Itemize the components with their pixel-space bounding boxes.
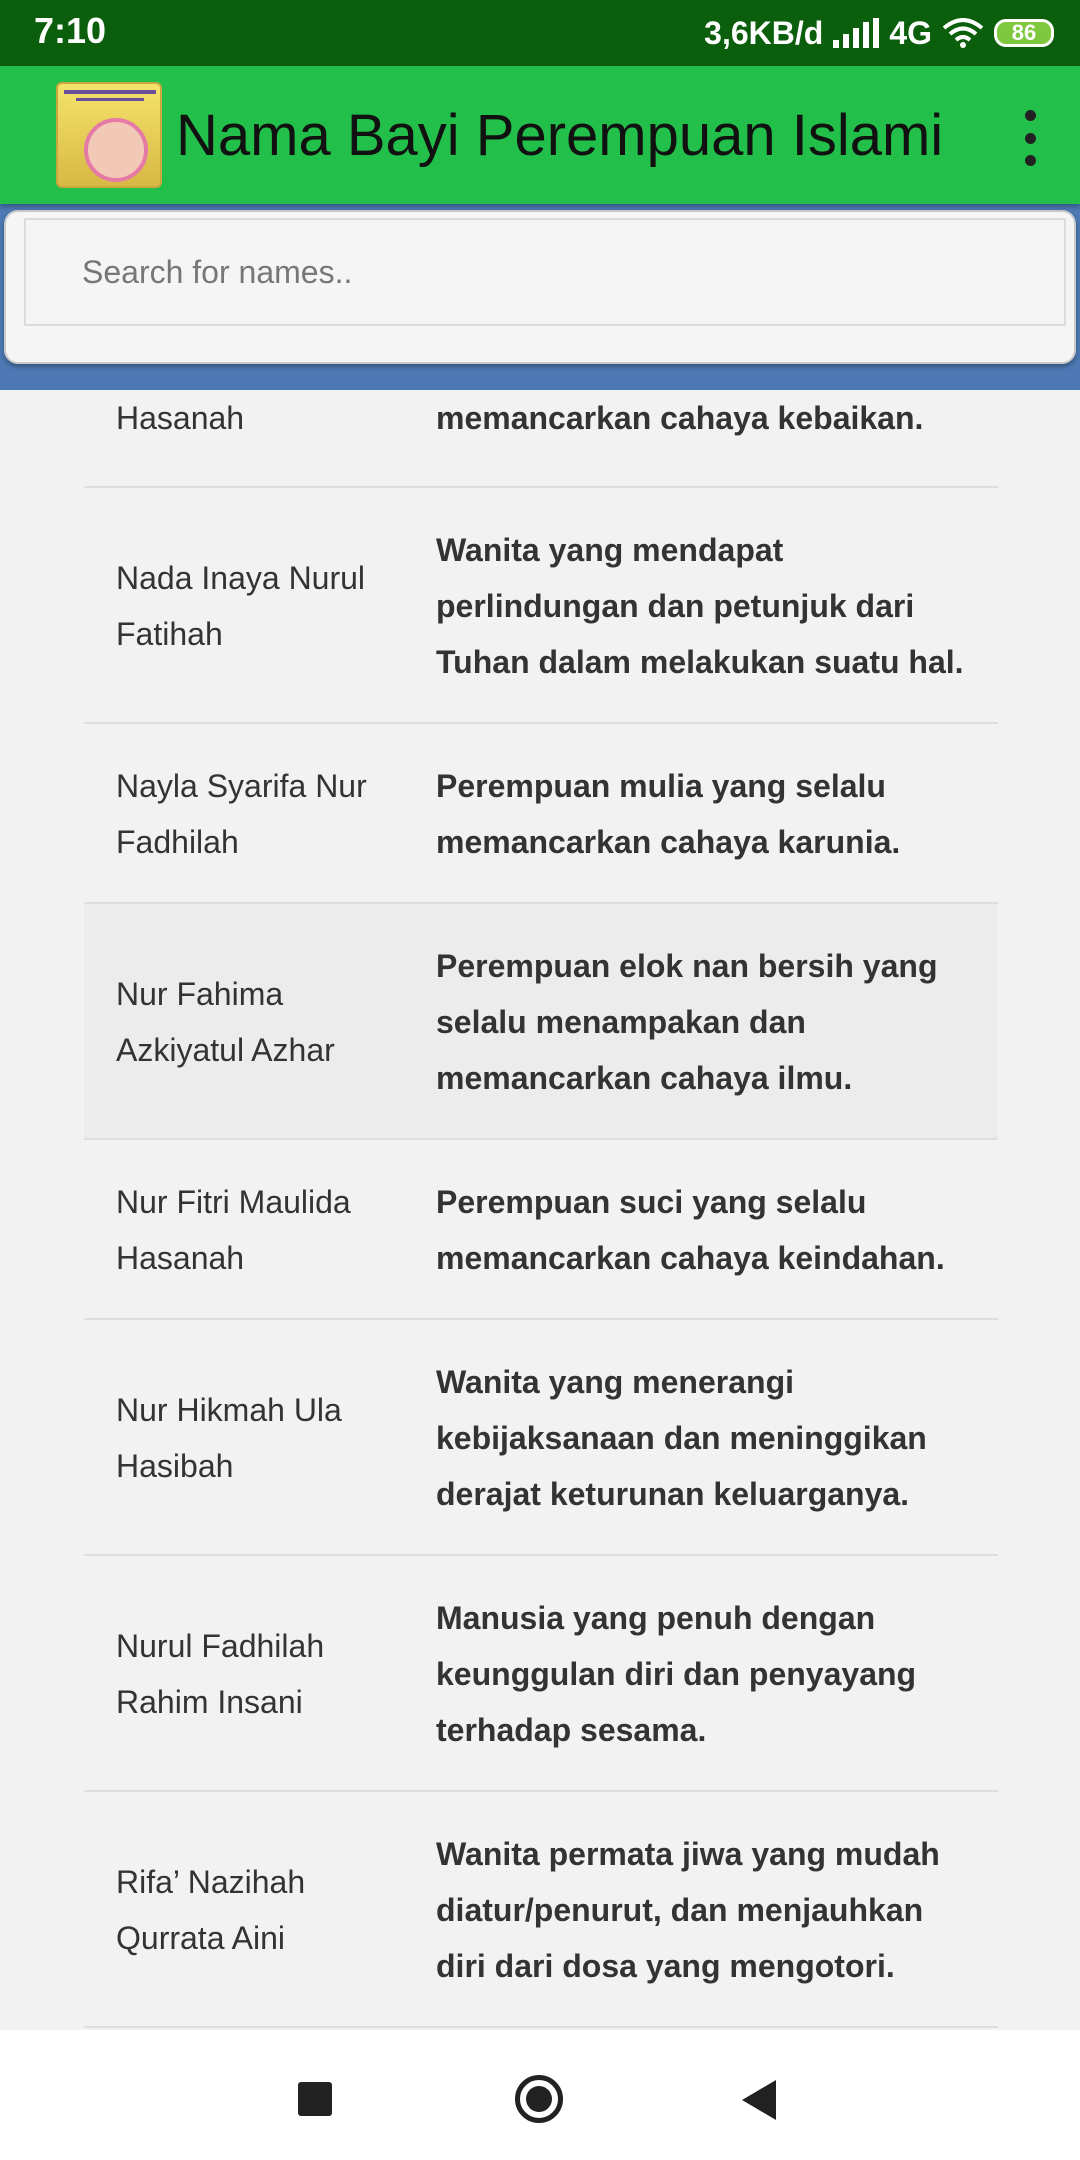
search-input[interactable] — [24, 218, 1066, 326]
table-row[interactable] — [84, 488, 998, 724]
table-row[interactable] — [84, 904, 998, 1140]
signal-icon — [833, 18, 879, 48]
meaning-cell: Perempuan mulia yang selalu memancarkan cahaya karunia. — [436, 768, 901, 860]
name-cell: Nur Fahima Azkiyatul Azhar — [116, 976, 335, 1068]
meaning-cell: Manusia yang penuh dengan keunggulan diri dan penyayang terhadap sesama. — [436, 1600, 917, 1748]
meaning-cell: Perempuan suci yang selalu memancarkan cahaya keindahan. — [436, 1184, 945, 1276]
name-cell: Rifa’ Nazihah Qurrata Aini — [116, 1864, 306, 1956]
names-table[interactable] — [84, 390, 998, 2030]
name-cell: Nada Inaya Nurul Fatihah — [116, 560, 366, 652]
table-row[interactable] — [84, 1792, 998, 2028]
name-cell: Nurul Fadhilah Rahim Insani — [116, 1628, 325, 1720]
more-vert-icon[interactable] — [1010, 110, 1050, 166]
meaning-cell: Wanita yang mendapat perlindungan dan petunjuk dari Tuhan dalam melakukan suatu hal. — [436, 532, 964, 680]
search-card — [4, 210, 1076, 364]
name-cell: Hasanah — [116, 400, 245, 436]
network-type: 4G — [889, 14, 932, 51]
app-title: Nama Bayi Perempuan Islami — [176, 103, 944, 168]
search-section — [0, 204, 1080, 390]
name-cell: Nayla Syarifa Nur Fadhilah — [116, 768, 367, 860]
name-cell: Nur Hikmah Ula Hasibah — [116, 1392, 342, 1484]
clock: 7:10 — [34, 10, 107, 51]
app-logo-baby-icon — [56, 82, 162, 188]
recent-apps-icon[interactable] — [298, 2082, 332, 2116]
back-icon[interactable] — [742, 2080, 776, 2120]
app-bar — [0, 66, 1080, 204]
meaning-cell: Wanita yang menerangi kebijaksanaan dan meninggikan derajat keturunan keluarganya. — [436, 1364, 927, 1512]
wifi-icon — [942, 18, 984, 48]
table-row[interactable] — [84, 1556, 998, 1792]
battery-icon: 86 — [994, 19, 1054, 47]
status-bar — [0, 0, 1080, 66]
table-row[interactable] — [84, 1140, 998, 1320]
meaning-cell: Perempuan elok nan bersih yang selalu menampakan dan memancarkan cahaya ilmu. — [436, 948, 938, 1096]
table-row[interactable] — [84, 1320, 998, 1556]
name-cell: Nur Fitri Maulida Hasanah — [116, 1184, 351, 1276]
table-row[interactable] — [84, 724, 998, 904]
network-speed: 3,6KB/d — [704, 14, 824, 51]
navigation-bar — [0, 2030, 1080, 2160]
meaning-cell: memancarkan cahaya kebaikan. — [436, 400, 924, 436]
table-row[interactable] — [84, 390, 998, 488]
home-icon[interactable] — [515, 2075, 563, 2123]
status-icons — [704, 10, 1054, 56]
meaning-cell: Wanita permata jiwa yang mudah diatur/penurut, dan menjauhkan diri dari dosa yang mengotori. — [436, 1836, 940, 1984]
